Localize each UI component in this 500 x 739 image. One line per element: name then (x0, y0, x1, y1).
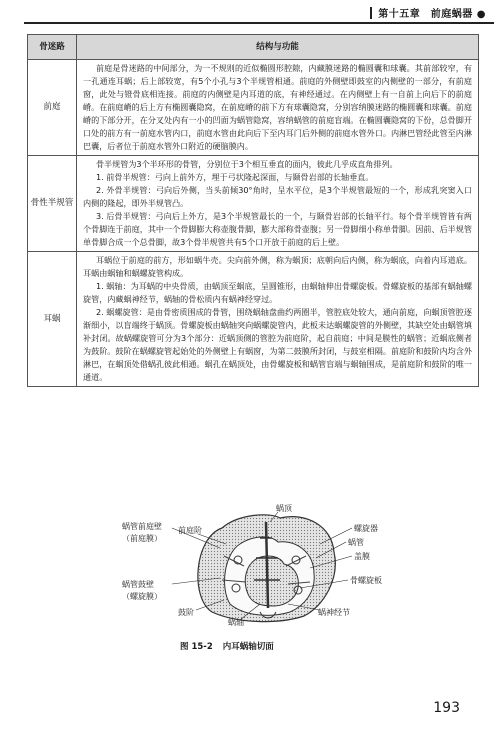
page-header (24, 0, 494, 30)
label-cochlear-duct: 蜗管 (348, 538, 364, 547)
structure-table (27, 34, 479, 387)
row-description (77, 156, 479, 252)
table-row-cochlea (28, 252, 479, 387)
col-header-structure: 结构与功能 (77, 35, 479, 60)
paragraph: 前庭是骨迷路的中间部分，为一不规则的近似椭圆形腔隙，内藏膜迷路的椭圆囊和球囊。其前部较窄，有一孔通连耳蜗；后上部较宽，有5个小孔与3个半规管相通。前庭的外侧壁即鼓室的内侧壁的一部分，有前庭窗，此处与镫骨底相连接。前庭的内侧壁是内耳道的底，有神经通过。在内侧壁上有一自前上向后下的前庭嵴。在前庭嵴的后上方有椭圆囊隐窝，在前庭嵴的前下方有球囊隐窝，分别容纳膜迷路的椭圆囊和球囊。前庭嵴的下部分开，在分叉处内有一小的凹面为蜗管隐窝，容纳蜗管的前庭盲端。在椭圆囊隐窝的下份，总骨脚开口处的前方有一前庭水管内口，前庭水管由此向后下至内耳门后外侧的前庭水管外口。内淋巴管经此管至内淋巴囊，后者位于前庭水管外口附近的硬脑膜内。 (83, 63, 472, 151)
header-rule (24, 22, 494, 24)
label-scala-tympani: 鼓阶 (178, 608, 194, 617)
table-row-semicircular (28, 156, 479, 252)
paragraph: 骨半规管为3个半环形的骨管，分别位于3个相互垂直的面内，彼此几乎成直角排列。 (95, 159, 398, 169)
page-number: 193 (433, 700, 460, 716)
table-header-row (28, 35, 479, 60)
paragraph: 1. 前骨半规管：弓向上前外方，埋于弓状隆起深面，与颞骨岩部的长轴垂直。 (95, 172, 374, 182)
label-tectorial-membrane: 盖膜 (354, 552, 370, 561)
label-spiral-ganglion: 蜗神经节 (318, 608, 350, 617)
paragraph: 2. 蜗螺旋管：是由骨密质围成的骨管，围绕蜗轴盘曲约两圈半，管腔底处较大，通向前庭，向蜗顶管腔逐渐细小，以盲端终于蜗顶。骨螺旋板由蜗轴突向蜗螺旋管内，此板未达蜗螺旋管的外侧壁，其缺空处由蜗管填补封闭。故蜗螺旋管可分为3个部分：近蜗顶侧的管腔为前庭阶，起自前庭；中间是膜性的蜗管；近蜗底侧者为鼓阶。鼓阶在蜗螺旋管起始处的外侧壁上有蜗窗，为第二鼓膜所封闭，与鼓室相隔。前庭阶和鼓阶内均含外淋巴，在蜗顶处借蜗孔彼此相通。蜗孔在蜗顶处，由骨螺旋板和蜗管盲端与蜗轴围成，是前庭阶和鼓阶的唯一通道。 (83, 307, 472, 382)
col-header-labyrinth: 骨迷路 (28, 35, 77, 60)
label-vestibular-membrane: （前庭膜） (122, 534, 162, 543)
row-name: 耳蜗 (28, 252, 77, 387)
label-scala-vestibuli: 前庭阶 (178, 526, 202, 535)
caption-text: 内耳蜗轴切面 (222, 642, 274, 652)
cochlea-figure (120, 504, 392, 628)
paragraph: 3. 后骨半规管：弓向后上外方，是3个半规管最长的一个，与颞骨岩部的长轴平行。每个骨半规管皆有两个骨脚连于前庭，其中一个骨脚膨大称壶腹骨脚，膨大部称骨壶腹；另一骨脚细小称单骨脚。因前、后半规管单骨脚合成一个总骨脚，故3个骨半规管共有5个口开放于前庭的后上壁。 (83, 211, 472, 247)
figure-caption (180, 640, 284, 652)
label-basilar-membrane: （螺旋膜） (122, 592, 162, 601)
label-tympanic-wall: 蜗管鼓壁 (122, 580, 154, 589)
label-modiolus: 蜗轴 (228, 618, 244, 627)
row-description (77, 60, 479, 156)
paragraph: 1. 蜗轴：为耳蜗的中央骨质，由蜗顶至蜗底，呈圆锥形，由蜗轴伸出骨螺旋板。骨螺旋板的基部有蜗轴螺旋管，内藏蜗神经节，蜗轴的骨松质内有蜗神经穿过。 (83, 281, 472, 304)
caption-number: 图 15-2 (180, 642, 213, 652)
chapter-title: 第十五章 前庭蜗器 ● (370, 5, 486, 20)
label-cochlear-apex: 蜗顶 (276, 504, 292, 513)
paragraph: 耳蜗位于前庭的前方，形如蜗牛壳。尖向前外侧，称为蜗顶；底朝向后内侧，称为蜗底，向着内耳道底。耳蜗由蜗轴和蜗螺旋管构成。 (83, 255, 472, 278)
label-osseous-spiral-lamina: 骨螺旋板 (350, 576, 382, 585)
label-organ-of-corti: 螺旋器 (354, 524, 378, 533)
paragraph: 2. 外骨半规管：弓向后外侧，当头前倾30°角时，呈水平位，是3个半规管最短的一个，形成乳突窦入口内侧的隆起，即外半规管凸。 (83, 185, 472, 208)
table-row-vestibule (28, 60, 479, 156)
label-vestibular-wall: 蜗管前庭壁 (122, 522, 162, 531)
row-name: 前庭 (28, 60, 77, 156)
row-name: 骨性半规管 (28, 156, 77, 252)
row-description (77, 252, 479, 387)
